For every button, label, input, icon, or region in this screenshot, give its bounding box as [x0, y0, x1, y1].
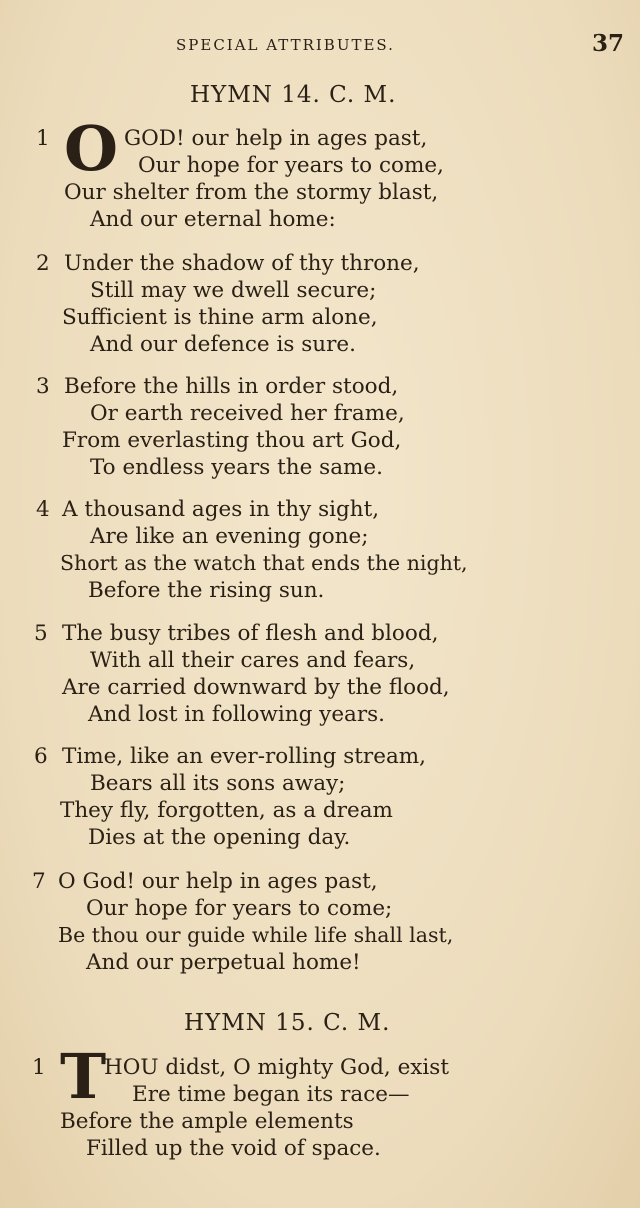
verse-line: Bears all its sons away; — [90, 771, 346, 796]
verse-line: And lost in following years. — [88, 702, 386, 727]
verse-line: Our shelter from the stormy blast, — [64, 180, 439, 205]
verse-line: With all their cares and fears, — [90, 648, 416, 673]
verse-line: Before the hills in order stood, — [64, 374, 399, 399]
verse-line: From everlasting thou art God, — [62, 428, 402, 453]
verse-line: Are like an evening gone; — [90, 524, 369, 549]
stanza-number: 3 — [36, 374, 50, 399]
verse-line: Our hope for years to come, — [138, 153, 444, 178]
verse-line: The busy tribes of flesh and blood, — [62, 621, 439, 646]
verse-line: And our perpetual home! — [86, 950, 361, 975]
verse-line: O God! our help in ages past, — [58, 869, 378, 894]
drop-cap: T — [60, 1040, 107, 1113]
stanza-number: 5 — [34, 621, 48, 646]
verse-line: Dies at the opening day. — [88, 825, 351, 850]
stanza-number: 6 — [34, 744, 48, 769]
verse-line: Our hope for years to come; — [86, 896, 393, 921]
stanza-number: 2 — [36, 251, 50, 276]
hymn-14-title: HYMN 14. C. M. — [190, 82, 397, 108]
drop-cap: O — [64, 112, 119, 185]
verse-line: They fly, forgotten, as a dream — [60, 798, 393, 823]
verse-line: Short as the watch that ends the night, — [60, 551, 468, 575]
verse-line: Are carried downward by the flood, — [62, 675, 450, 700]
verse-line: Still may we dwell secure; — [90, 278, 377, 303]
verse-line: Ere time began its race— — [132, 1082, 410, 1107]
verse-line: Time, like an ever-rolling stream, — [62, 744, 426, 769]
verse-line: Or earth received her frame, — [90, 401, 405, 426]
verse-line: To endless years the same. — [90, 455, 383, 480]
stanza-number: 1 — [36, 126, 50, 151]
verse-line: Filled up the void of space. — [86, 1136, 381, 1161]
verse-line: GOD! our help in ages past, — [124, 126, 428, 151]
verse-line: Before the rising sun. — [88, 578, 325, 603]
stanza-number: 4 — [36, 497, 50, 522]
hymn-15-title: HYMN 15. C. M. — [184, 1010, 391, 1036]
stanza-number: 1 — [32, 1055, 46, 1080]
verse-line: And our eternal home: — [90, 207, 336, 232]
verse-line: Be thou our guide while life shall last, — [58, 923, 454, 947]
running-head: SPECIAL ATTRIBUTES. — [176, 36, 395, 54]
verse-line: Before the ample elements — [60, 1109, 354, 1134]
page-number: 37 — [592, 30, 625, 57]
verse-line: Sufficient is thine arm alone, — [62, 305, 378, 330]
verse-line: And our defence is sure. — [90, 332, 356, 357]
verse-line: A thousand ages in thy sight, — [62, 497, 380, 522]
stanza-number: 7 — [32, 869, 46, 894]
verse-line: HOU didst, O mighty God, exist — [104, 1055, 449, 1080]
verse-line: Under the shadow of thy throne, — [64, 251, 420, 276]
